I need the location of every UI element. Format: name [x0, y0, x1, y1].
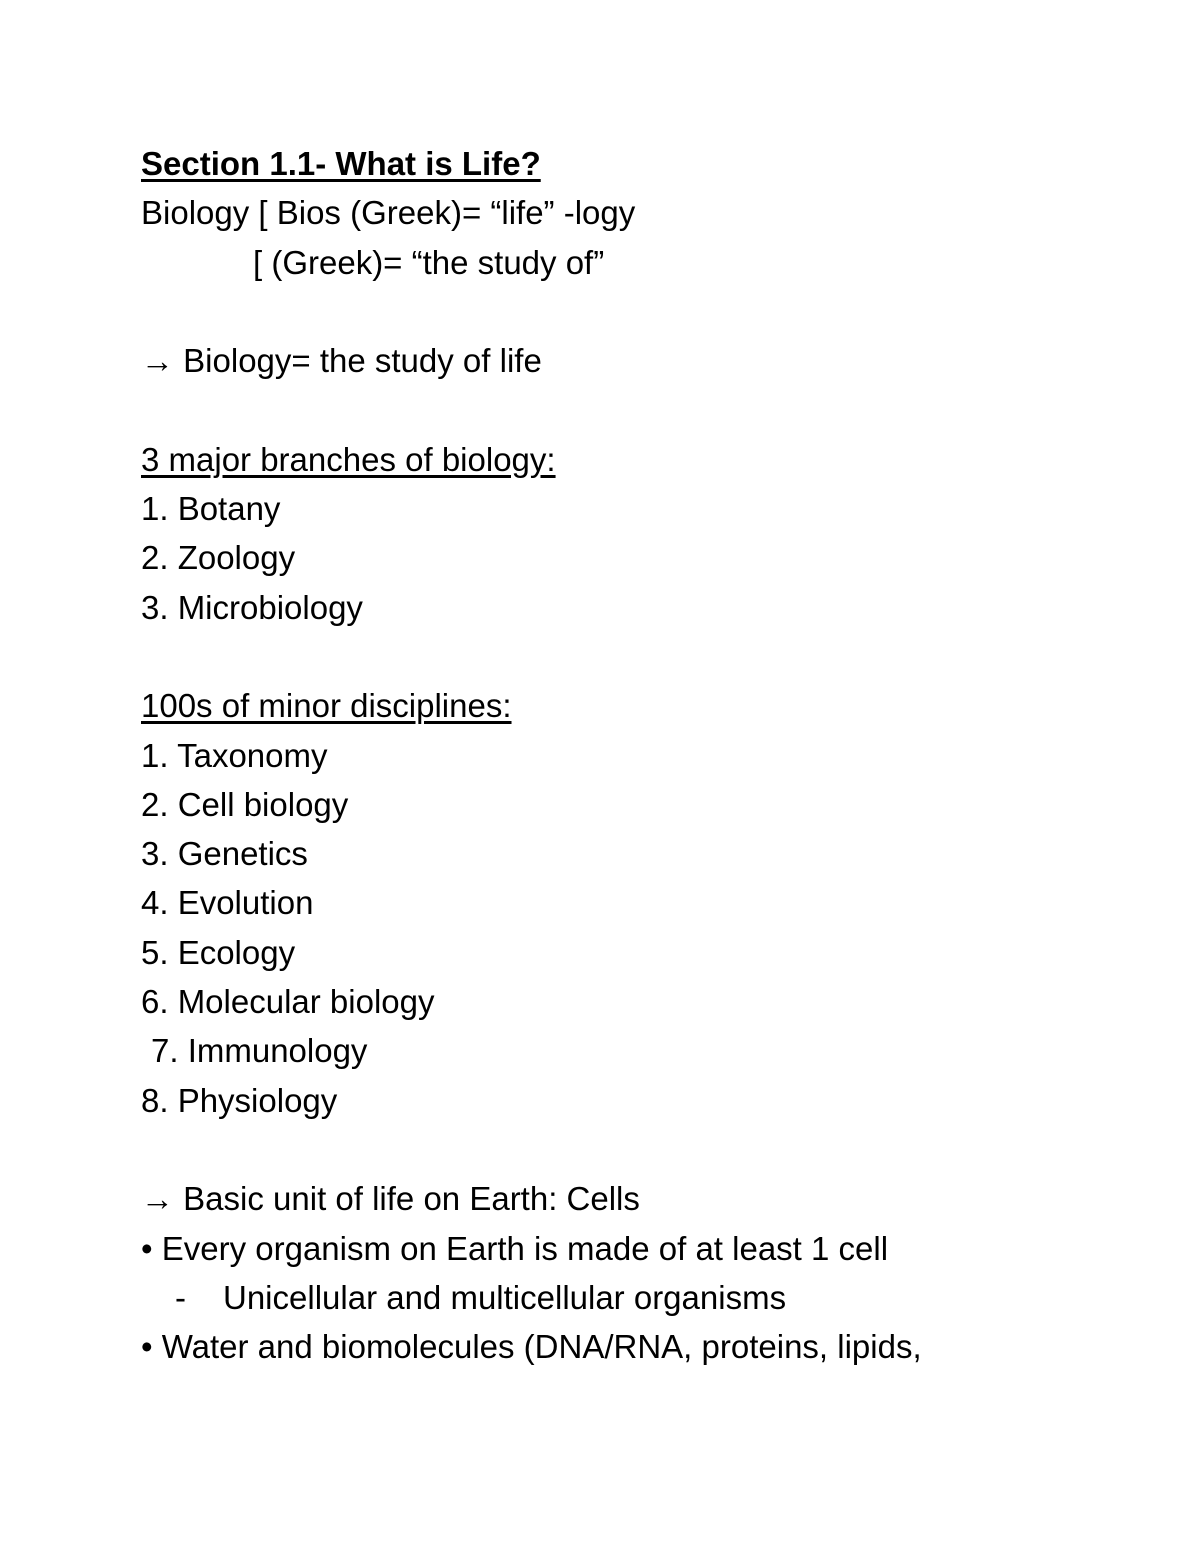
spacer — [141, 1125, 1141, 1174]
list-item: 1. Taxonomy — [141, 736, 328, 774]
cells-intro: → Basic unit of life on Earth: Cells — [141, 1180, 640, 1218]
spacer — [141, 287, 1141, 336]
document-body — [141, 139, 1141, 1371]
minor-disciplines-heading: 100s of minor disciplines: — [141, 687, 512, 725]
list-item: 4. Evolution — [141, 884, 314, 922]
spacer — [141, 385, 1141, 434]
sub-bullet-item — [141, 1273, 1141, 1322]
bullet-item: • Every organism on Earth is made of at least 1 cell — [141, 1229, 889, 1267]
list-item: 8. Physiology — [141, 1081, 338, 1119]
list-item: 2. Cell biology — [141, 785, 349, 823]
etymology-line-2: [ (Greek)= “the study of” — [253, 243, 605, 281]
etymology-line-1: Biology [ Bios (Greek)= “life” -logy — [141, 194, 636, 232]
bullet-item: • Water and biomolecules (DNA/RNA, proteins, lipids, — [141, 1328, 922, 1366]
sub-bullet-text: Unicellular and multicellular organisms — [223, 1278, 787, 1316]
list-item: 5. Ecology — [141, 933, 296, 971]
list-item: 2. Zoology — [141, 539, 296, 577]
dash-marker: - — [175, 1278, 186, 1316]
list-item: 6. Molecular biology — [141, 983, 435, 1021]
list-item: 1. Botany — [141, 490, 281, 528]
list-item: 7. Immunology — [151, 1032, 368, 1070]
spacer — [141, 632, 1141, 681]
list-item: 3. Microbiology — [141, 588, 363, 626]
major-branches-heading: 3 major branches of biology: — [141, 440, 556, 478]
biology-definition: → Biology= the study of life — [141, 342, 542, 380]
page-title: Section 1.1- What is Life? — [141, 145, 541, 182]
list-item: 3. Genetics — [141, 835, 308, 873]
